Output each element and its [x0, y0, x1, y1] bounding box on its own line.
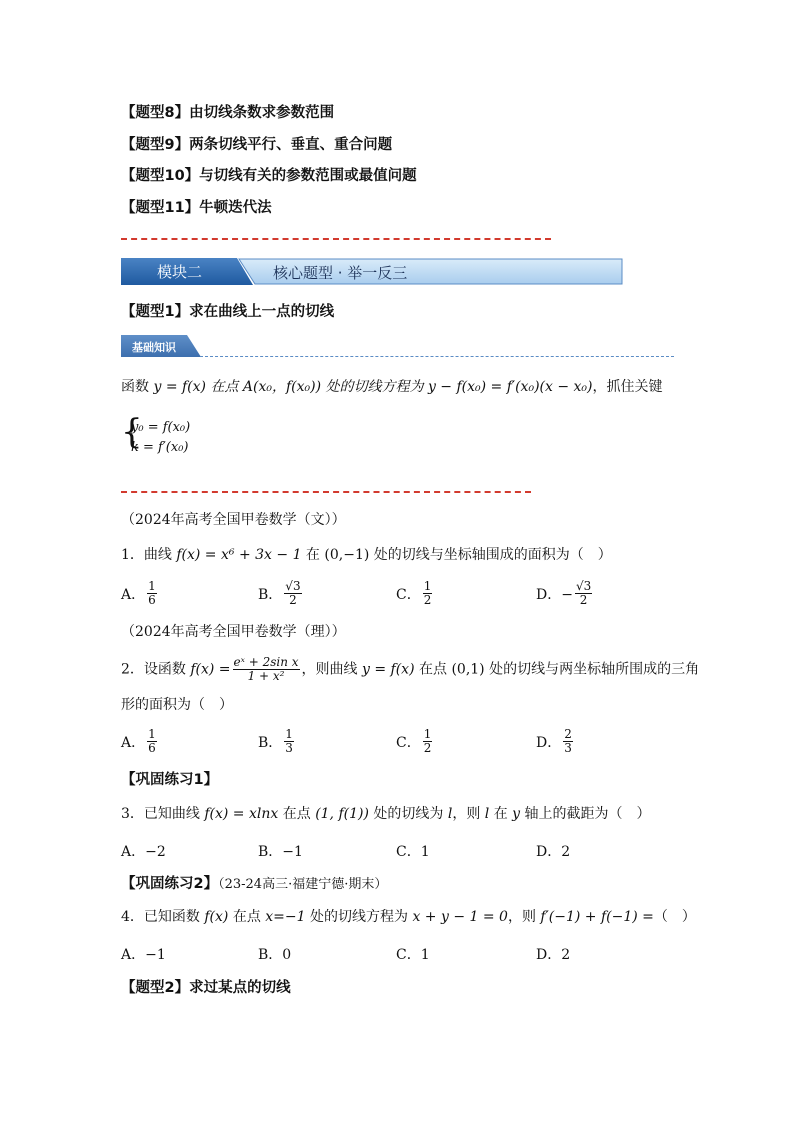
question-stem: 1．曲线 f(x) = x⁶ + 3x − 1 在 (0,−1) 处的切线与坐标轴围成的面积为（ ）	[121, 547, 612, 563]
module-banner	[121, 258, 623, 285]
divider	[121, 491, 531, 493]
option-b[interactable]: B． $\frac{√3}{2}$	[258, 579, 301, 607]
system-eq: k = f′(x₀)	[131, 440, 189, 455]
toc-item: 【题型10】与切线有关的参数范围或最值问题	[121, 168, 417, 184]
toc-item: 【题型9】两条切线平行、垂直、重合问题	[121, 137, 393, 153]
brace-icon: {	[121, 412, 143, 452]
toc-item: 【题型11】牛顿迭代法	[121, 200, 272, 216]
question-stem: 2．设函数 f(x) = $\frac{\text{eˣ + 2sin x}}{\text{1 + x²}}$ ，则曲线 y = f(x) 在点 (0,1) 处的切线与两坐标轴所围成的三角	[121, 655, 700, 683]
topic-heading: 【题型2】求过某点的切线	[121, 980, 291, 996]
divider	[121, 238, 551, 240]
knowledge-tab-label: 基础知识	[132, 341, 176, 354]
question-stem-cont: 形的面积为（ ）	[121, 697, 233, 713]
topic-heading: 【题型1】求在曲线上一点的切线	[121, 304, 335, 320]
option-a[interactable]: A． $\frac{1}{6}$	[121, 579, 156, 607]
option-c[interactable]: C． $\frac{1}{2}$	[396, 727, 432, 755]
question-stem: 4．已知函数 f(x) 在点 x=−1 处的切线方程为 x + y − 1 = 0，则 f′(−1) + f(−1) =（ ）	[121, 909, 696, 925]
option-c[interactable]: C． $\frac{1}{2}$	[396, 579, 432, 607]
knowledge-tab	[121, 335, 201, 357]
option-b[interactable]: B． $\frac{1}{3}$	[258, 727, 293, 755]
option-b[interactable]: B．−1	[258, 844, 303, 860]
option-a[interactable]: A． $\frac{1}{6}$	[121, 727, 156, 755]
option-c[interactable]: C．1	[396, 844, 430, 860]
question-source: （2024年高考全国甲卷数学（文））	[121, 512, 346, 528]
option-d[interactable]: D． $\frac{2}{3}$	[536, 727, 572, 755]
option-a[interactable]: A．−2	[121, 844, 166, 860]
question-source: （2024年高考全国甲卷数学（理））	[121, 624, 346, 640]
option-c[interactable]: C．1	[396, 947, 430, 963]
option-d[interactable]: D．2	[536, 844, 571, 860]
knowledge-underline	[200, 356, 674, 357]
practice-heading: 【巩固练习2】（23-24高三·福建宁德·期末）	[121, 876, 388, 892]
module-tag: 模块二	[157, 263, 203, 281]
option-d[interactable]: D．− $\frac{√3}{2}$	[536, 579, 592, 607]
option-b[interactable]: B．0	[258, 947, 292, 963]
option-d[interactable]: D．2	[536, 947, 571, 963]
toc-item: 【题型8】由切线条数求参数范围	[121, 105, 335, 121]
knowledge-line: 函数 y = f(x) 在点 A(x₀，f(x₀)) 处的切线方程为 y − f(x₀) = f′(x₀)(x − x₀)，抓住关键	[121, 379, 663, 395]
module-title: 核心题型 · 举一反三	[273, 264, 408, 282]
practice-heading: 【巩固练习1】	[121, 772, 219, 788]
option-a[interactable]: A．−1	[121, 947, 166, 963]
question-stem: 3．已知曲线 f(x) = xlnx 在点 (1, f(1)) 处的切线为 l，则 l 在 y 轴上的截距为（ ）	[121, 806, 651, 822]
system-eq: y₀ = f(x₀)	[131, 420, 191, 435]
